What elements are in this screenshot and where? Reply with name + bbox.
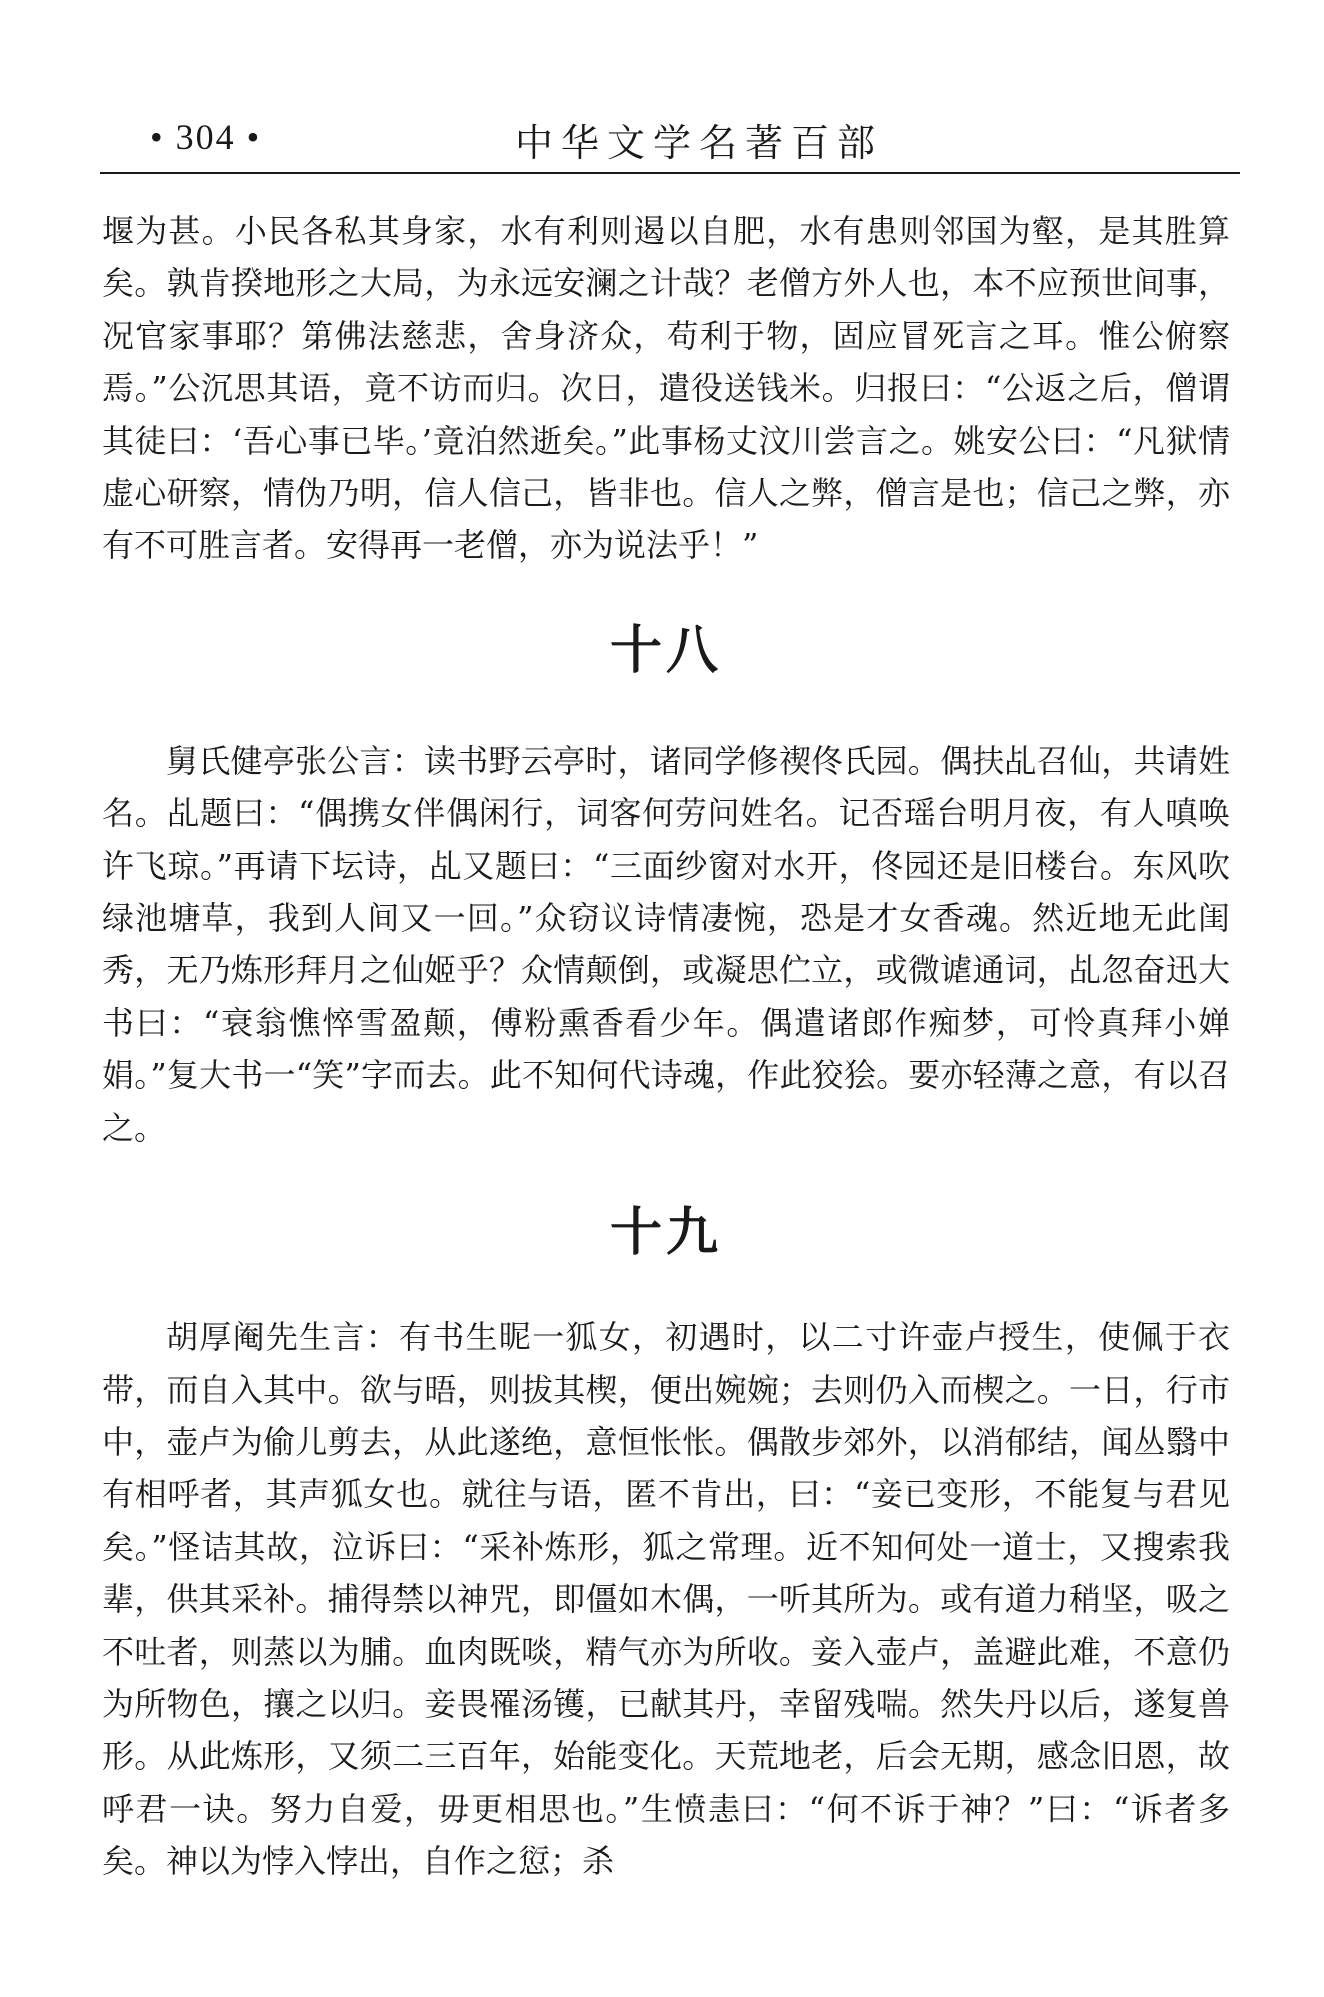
page-body bbox=[102, 205, 1230, 1888]
page-header bbox=[100, 108, 1240, 172]
paragraph-section-19: 胡厚阉先生言：有书生昵一狐女，初遇时，以二寸许壶卢授生，使佩于衣带，而自入其中。欲与晤，则拔其楔，便出婉婉；去则仍入而楔之。一日，行市中，壶卢为偷儿剪去，从此遂绝，意恒怅怅。偶散步郊外，以消郁结，闻丛翳中有相呼者，其声狐女也。就往与语，匿不肯出，曰：“妾已变形，不能复与君见矣。”怪诘其故，泣诉曰：“采补炼形，狐之常理。近不知何处一道士，又搜索我辈，供其采补。捕得禁以神咒，即僵如木偶，一听其所为。或有道力稍坚，吸之不吐者，则蒸以为脯。血肉既啖，精气亦为所收。妾入壶卢，盖避此难，不意仍为所物色，攘之以归。妾畏罹汤镬，已献其丹，幸留残喘。然失丹以后，遂复兽形。从此炼形，又须二三百年，始能变化。天荒地老，后会无期，感念旧恩，故呼君一诀。努力自爱，毋更相思也。”生愤恚曰：“何不诉于神？”曰：“诉者多矣。神以为悖入悖出，自作之愆；杀 bbox=[102, 1318, 1230, 1881]
section-title-19: 十九 bbox=[609, 1202, 722, 1264]
section-title-18: 十八 bbox=[609, 619, 722, 681]
page-number: • 304 • bbox=[150, 117, 262, 157]
paragraph-continued: 堰为甚。小民各私其身家，水有利则遏以自肥，水有患则邻国为壑，是其胜算矣。孰肯揆地形之大局，为永远安澜之计哉？老僧方外人也，本不应预世间事，况官家事耶？第佛法慈悲，舍身济众，苟利于物，固应冒死言之耳。惟公俯察焉。”公沉思其语，竟不访而归。次日，遣役送钱米。归报曰：“公返之后，僧谓其徒曰：‘吾心事已毕。’竟泊然逝矣。”此事杨丈汶川尝言之。姚安公曰：“凡狱情虚心研察，情伪乃明，信人信己，皆非也。信人之弊，僧言是也；信己之弊，亦有不可胜言者。安得再一老僧，亦为说法乎！” bbox=[102, 212, 1230, 565]
running-title: 中华文学名著百部 bbox=[515, 121, 884, 165]
paragraph-section-18: 舅氏健亭张公言：读书野云亭时，诸同学修禊佟氏园。偶扶乩召仙，共请姓名。乩题曰：“偶携女伴偶闲行，词客何劳问姓名。记否瑶台明月夜，有人嗔唤许飞琼。”再请下坛诗，乩又题曰：“三面纱窗对水开，佟园还是旧楼台。东风吹绿池塘草，我到人间又一回。”众窃议诗情凄惋，恐是才女香魂。然近地无此闺秀，无乃炼形拜月之仙姬乎？众情颠倒，或凝思伫立，或微谑通词，乩忽奋迅大书曰：“衰翁憔悴雪盈颠，傅粉熏香看少年。偶遣诸郎作痴梦，可怜真拜小婵娟。”复大书一“笑”字而去。此不知何代诗魂，作此狡狯。要亦轻薄之意，有以召之。 bbox=[102, 741, 1230, 1147]
header-rule bbox=[100, 172, 1240, 174]
